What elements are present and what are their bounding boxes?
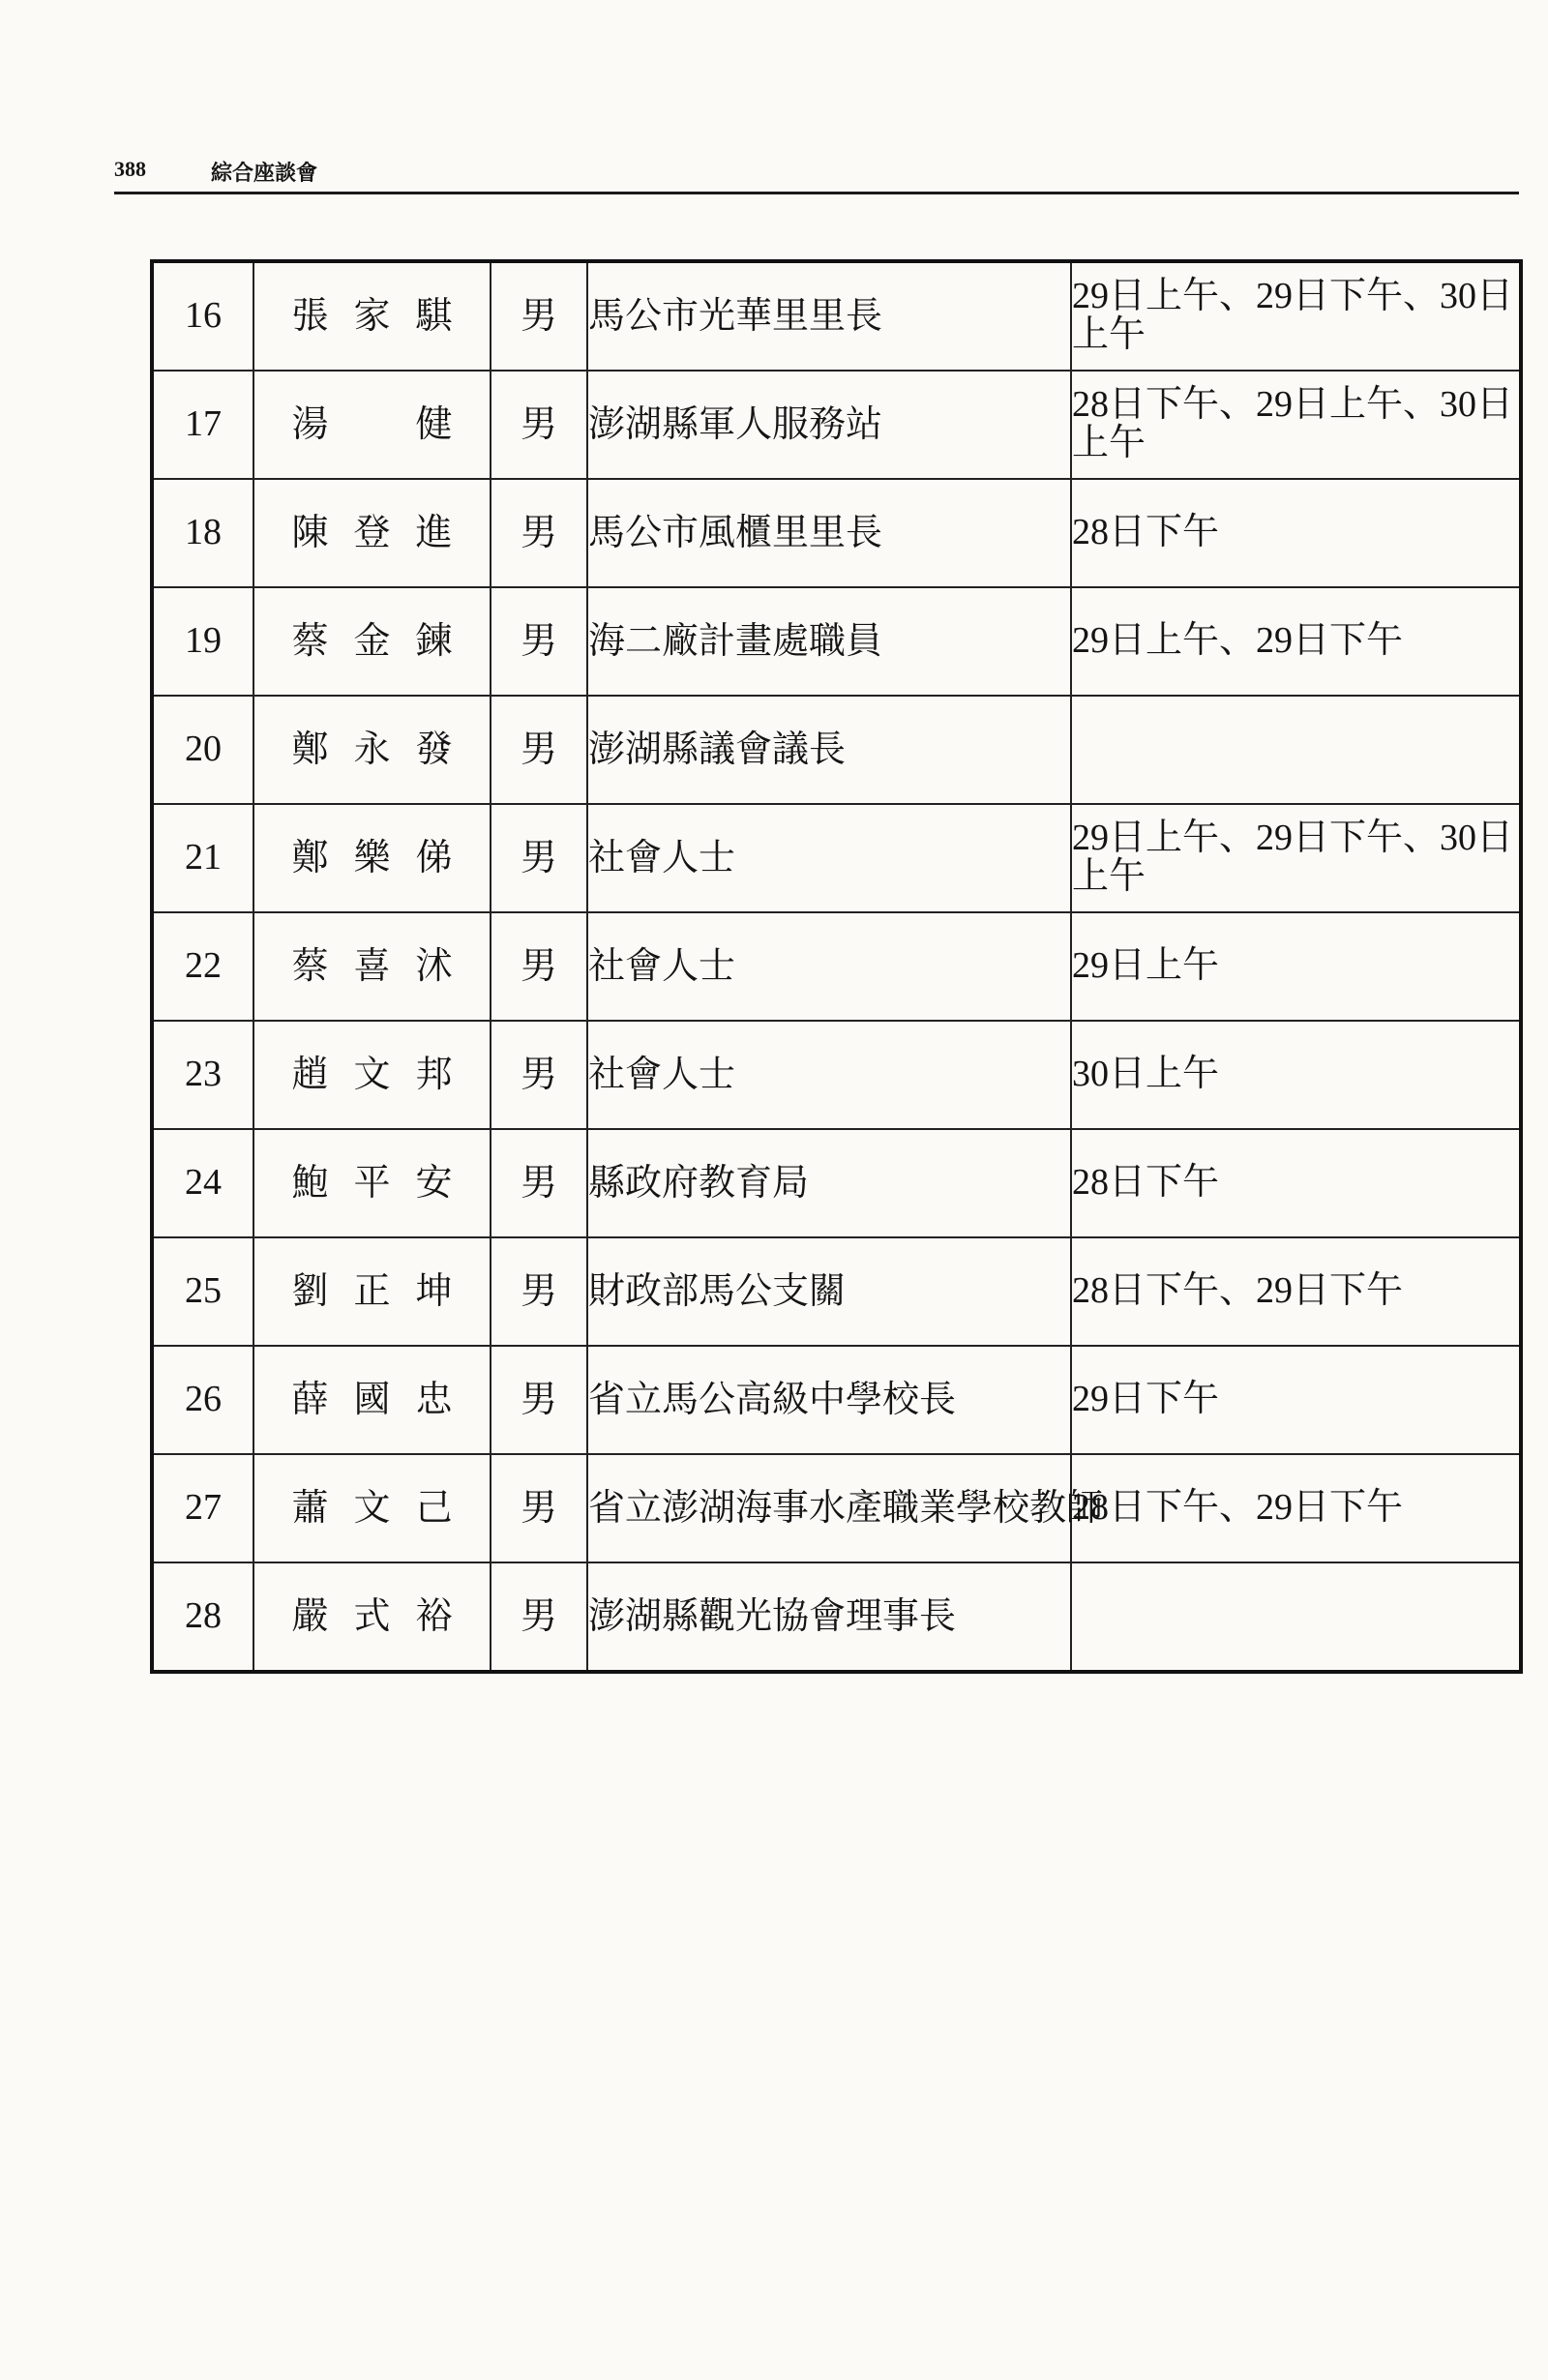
table-row: [152, 261, 1521, 371]
name-cell: 劉正坤: [253, 1237, 491, 1346]
attendance-cell: 29日上午、29日下午: [1071, 587, 1521, 696]
attendance-cell: 28日下午: [1071, 1129, 1521, 1237]
attendance-cell: [1071, 1562, 1521, 1672]
row-number-cell: 20: [152, 696, 253, 804]
attendance-cell: 30日上午: [1071, 1021, 1521, 1129]
row-number-cell: 27: [152, 1454, 253, 1562]
page-number: 388: [114, 157, 146, 181]
title-cell: 澎湖縣觀光協會理事長: [587, 1562, 1071, 1672]
table-row: [152, 804, 1521, 912]
name-cell: 陳登進: [253, 479, 491, 587]
gender-cell: 男: [491, 1237, 587, 1346]
name-cell: 鄭樂俤: [253, 804, 491, 912]
attendance-cell: 28日下午、29日下午: [1071, 1237, 1521, 1346]
row-number-cell: 24: [152, 1129, 253, 1237]
name-cell: 趙文邦: [253, 1021, 491, 1129]
name-cell: 薛國忠: [253, 1346, 491, 1454]
gender-cell: 男: [491, 1129, 587, 1237]
row-number-cell: 28: [152, 1562, 253, 1672]
title-cell: 社會人士: [587, 912, 1071, 1021]
title-cell: 馬公市風櫃里里長: [587, 479, 1071, 587]
table-row: [152, 371, 1521, 479]
name-cell: 鄭永發: [253, 696, 491, 804]
table-row: [152, 912, 1521, 1021]
title-cell: 社會人士: [587, 1021, 1071, 1129]
page-header: [114, 153, 1519, 194]
attendance-cell: 29日上午、29日下午、30日上午: [1071, 804, 1521, 912]
running-title: 綜合座談會: [211, 162, 318, 186]
table-row: [152, 587, 1521, 696]
name-cell: 湯 健: [253, 371, 491, 479]
gender-cell: 男: [491, 1021, 587, 1129]
table-row: [152, 1129, 1521, 1237]
name-cell: 張家騏: [253, 261, 491, 371]
participants-table: [150, 259, 1523, 1674]
row-number-cell: 23: [152, 1021, 253, 1129]
attendance-cell: 28日下午: [1071, 479, 1521, 587]
title-cell: 省立馬公高級中學校長: [587, 1346, 1071, 1454]
participants-table-container: [150, 259, 1519, 1674]
table-row: [152, 1237, 1521, 1346]
gender-cell: 男: [491, 261, 587, 371]
gender-cell: 男: [491, 912, 587, 1021]
name-cell: 嚴式裕: [253, 1562, 491, 1672]
gender-cell: 男: [491, 1454, 587, 1562]
attendance-cell: 28日下午、29日上午、30日上午: [1071, 371, 1521, 479]
attendance-cell: 29日下午: [1071, 1346, 1521, 1454]
title-cell: 澎湖縣軍人服務站: [587, 371, 1071, 479]
row-number-cell: 25: [152, 1237, 253, 1346]
name-cell: 鮑平安: [253, 1129, 491, 1237]
title-cell: 澎湖縣議會議長: [587, 696, 1071, 804]
row-number-cell: 16: [152, 261, 253, 371]
title-cell: 海二廠計畫處職員: [587, 587, 1071, 696]
gender-cell: 男: [491, 587, 587, 696]
gender-cell: 男: [491, 696, 587, 804]
title-cell: 馬公市光華里里長: [587, 261, 1071, 371]
title-cell: 省立澎湖海事水產職業學校教師: [587, 1454, 1071, 1562]
table-row: [152, 1454, 1521, 1562]
attendance-cell: 29日上午、29日下午、30日上午: [1071, 261, 1521, 371]
table-row: [152, 696, 1521, 804]
name-cell: 蔡金鍊: [253, 587, 491, 696]
participants-table-body: [152, 261, 1521, 1672]
gender-cell: 男: [491, 371, 587, 479]
row-number-cell: 19: [152, 587, 253, 696]
name-cell: 蕭文己: [253, 1454, 491, 1562]
table-row: [152, 1562, 1521, 1672]
row-number-cell: 22: [152, 912, 253, 1021]
name-cell: 蔡喜沭: [253, 912, 491, 1021]
gender-cell: 男: [491, 1562, 587, 1672]
attendance-cell: [1071, 696, 1521, 804]
attendance-cell: 29日上午: [1071, 912, 1521, 1021]
title-cell: 社會人士: [587, 804, 1071, 912]
row-number-cell: 21: [152, 804, 253, 912]
gender-cell: 男: [491, 1346, 587, 1454]
row-number-cell: 26: [152, 1346, 253, 1454]
row-number-cell: 18: [152, 479, 253, 587]
title-cell: 縣政府教育局: [587, 1129, 1071, 1237]
table-row: [152, 479, 1521, 587]
title-cell: 財政部馬公支關: [587, 1237, 1071, 1346]
table-row: [152, 1021, 1521, 1129]
table-row: [152, 1346, 1521, 1454]
gender-cell: 男: [491, 804, 587, 912]
gender-cell: 男: [491, 479, 587, 587]
row-number-cell: 17: [152, 371, 253, 479]
attendance-cell: 28日下午、29日下午: [1071, 1454, 1521, 1562]
